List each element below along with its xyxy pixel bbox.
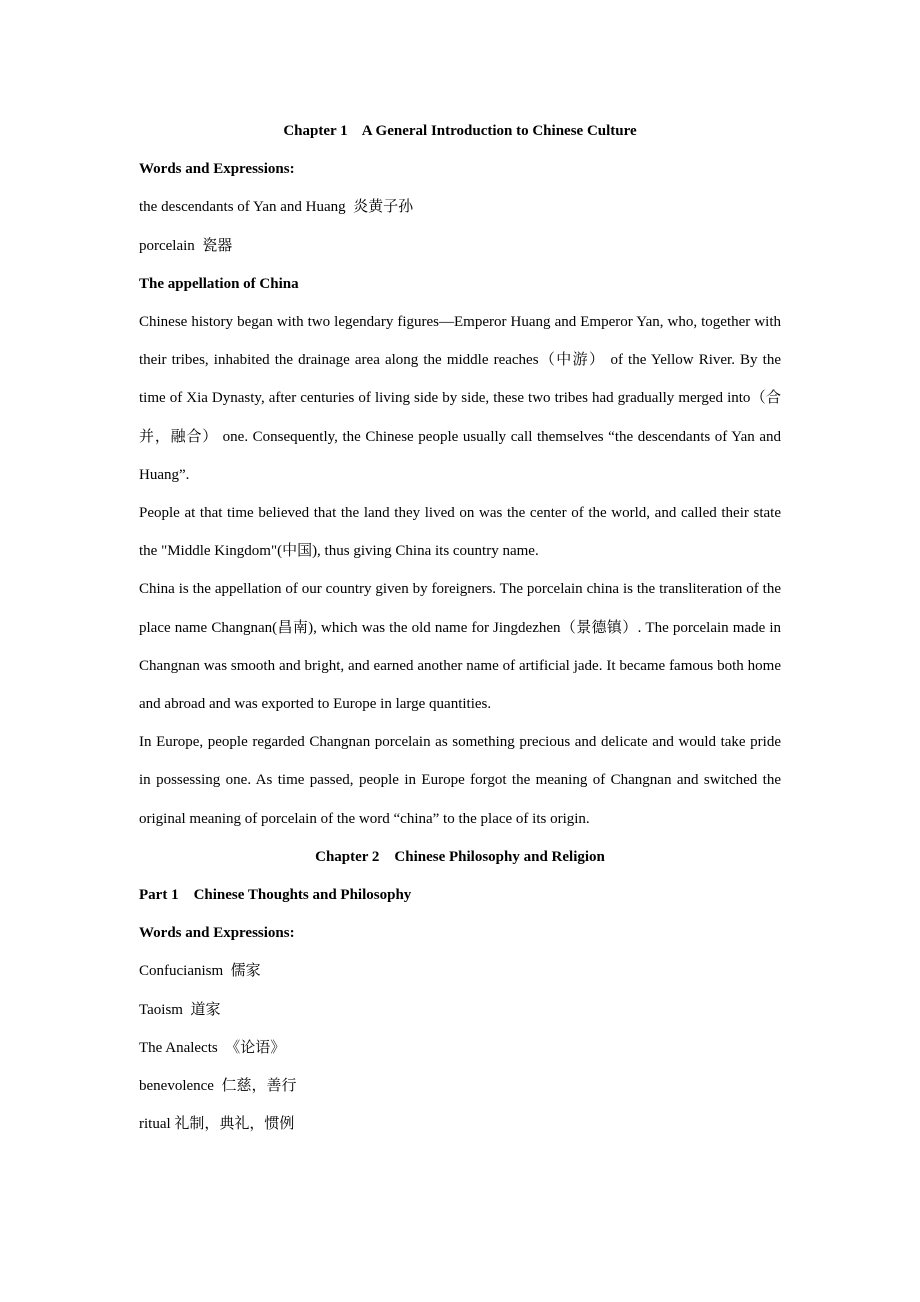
vocab-item: porcelain 瓷器 — [139, 237, 233, 254]
vocab-item: ritual 礼制，典礼，惯例 — [139, 1116, 295, 1133]
paragraph-history: Chinese history began with two legendary figures—Emperor Huang and Emperor Yan, who, together with their tribes, inhabited the drainage area along the middle reaches（中游） of the Yellow River. By the time of Xia Dynasty, after centuries of living side by side, these two tribes had gradually merged into（合并，融合） one. Consequently, the Chinese people usually call themselves “the descendants of Yan and Huang”. — [139, 314, 781, 483]
paragraph-europe: In Europe, people regarded Changnan porcelain as something precious and delicate and would take pride in possessing one. As time passed, people in Europe forgot the meaning of Changnan and switched the original meaning of porcelain of the word “china” to the place of its origin. — [139, 734, 781, 827]
vocab-item: Confucianism 儒家 — [139, 963, 261, 980]
paragraph-middle-kingdom: People at that time believed that the land they lived on was the center of the world, and called their state the "Middle Kingdom"(中国), thus giving China its country name. — [139, 505, 781, 560]
document-page — [139, 112, 781, 1143]
chapter-1-words-heading: Words and Expressions: — [139, 161, 295, 178]
vocab-item: benevolence 仁慈，善行 — [139, 1078, 297, 1095]
chapter-2-words-heading: Words and Expressions: — [139, 925, 295, 942]
section-heading-appellation: The appellation of China — [139, 275, 299, 292]
vocab-item: Taoism 道家 — [139, 1001, 221, 1018]
paragraph-appellation: China is the appellation of our country given by foreigners. The porcelain china is the transliteration of the place name Changnan(昌南), which was the old name for Jingdezhen（景德镇）. The porcelain made in Changnan was smooth and bright, and earned another name of artificial jade. It became famous both home and abroad and was exported to Europe in large quantities. — [139, 581, 781, 713]
part-1-heading: Part 1 Chinese Thoughts and Philosophy — [139, 887, 412, 904]
vocab-item: the descendants of Yan and Huang 炎黄子孙 — [139, 199, 414, 216]
chapter-1-title: Chapter 1 A General Introduction to Chinese Culture — [283, 123, 637, 139]
chapter-2-title: Chapter 2 Chinese Philosophy and Religion — [315, 848, 605, 865]
vocab-item: The Analects 《论语》 — [139, 1039, 286, 1056]
